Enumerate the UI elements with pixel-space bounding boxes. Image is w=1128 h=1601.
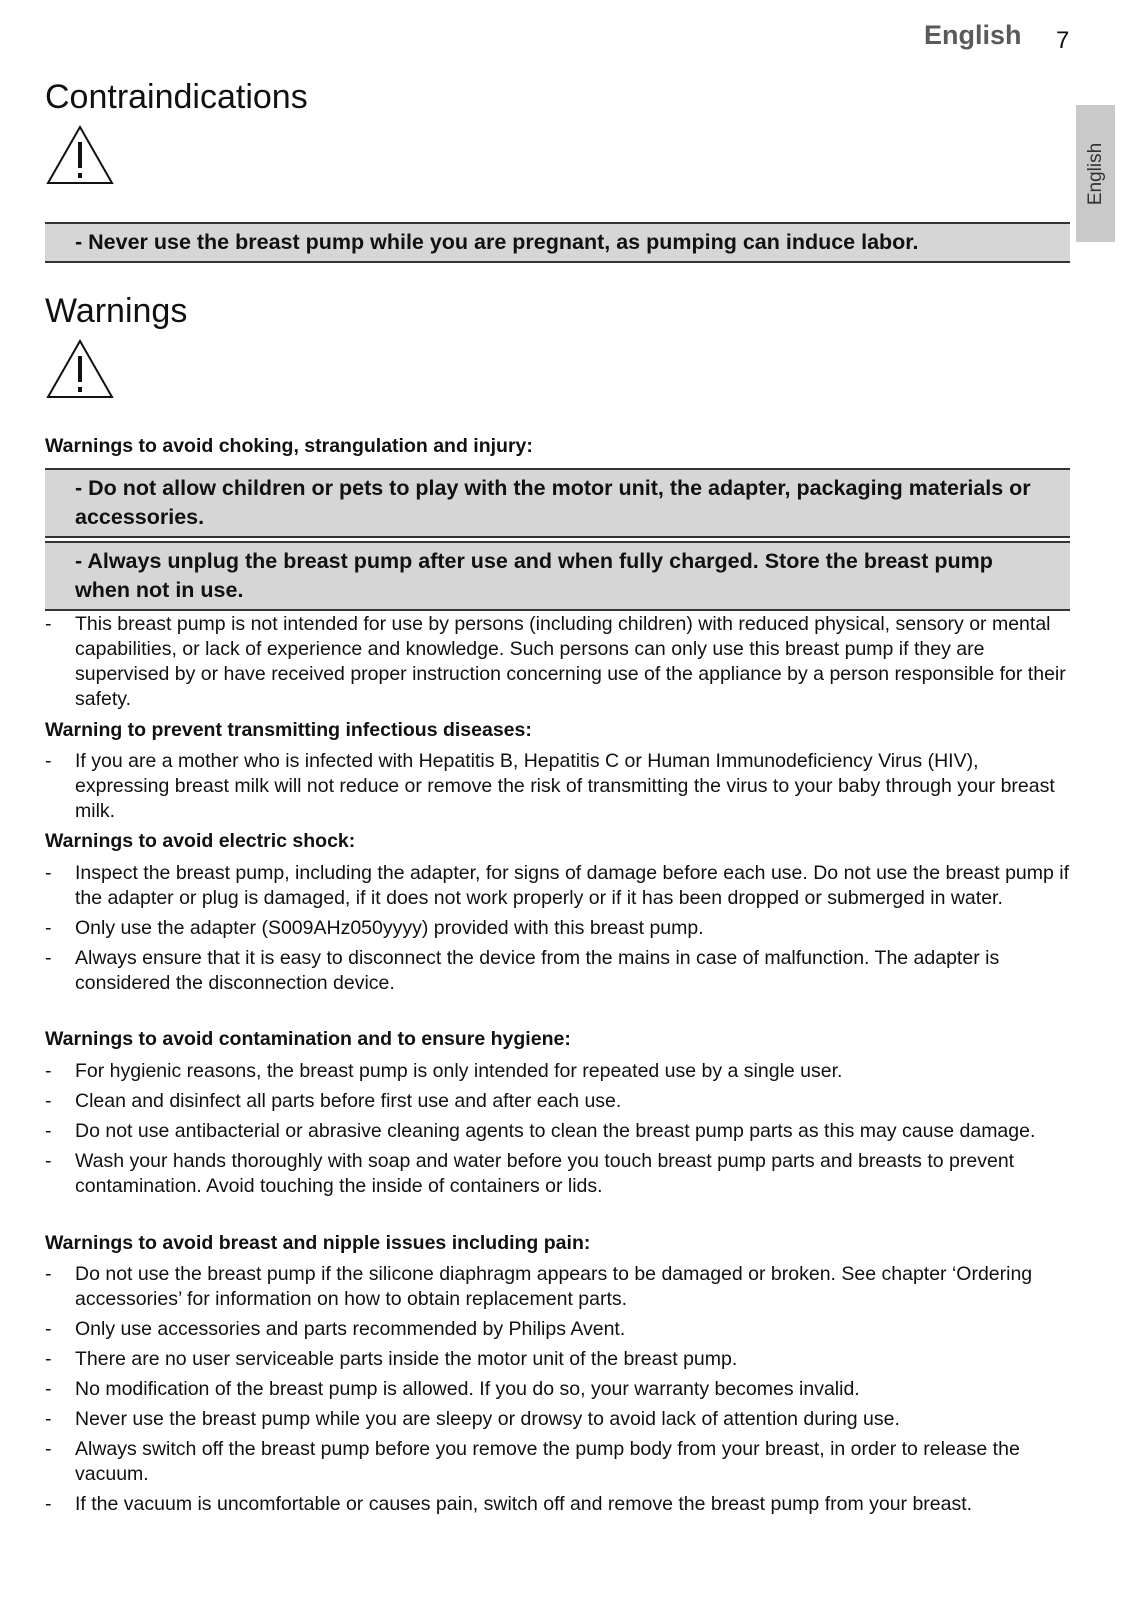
heading-hygiene: Warnings to avoid contamination and to ensure hygiene: — [45, 1028, 571, 1050]
heading-nipple: Warnings to avoid breast and nipple issues including pain: — [45, 1232, 591, 1254]
list-infectious — [45, 749, 1070, 829]
list-item: - Do not use the breast pump if the silicone diaphragm appears to be damaged or broken. See chapter ‘Ordering accessories’ for information on how to obtain replacement parts. — [45, 1263, 1033, 1310]
list-item: - If you are a mother who is infected with Hepatitis B, Hepatitis C or Human Immunodeficiency Virus (HIV), expressing breast milk will not reduce or remove the risk of transmitting the virus to your baby through your breast milk. — [45, 750, 1055, 822]
list-item: - Wash your hands thoroughly with soap and water before you touch breast pump parts and breasts to prevent contamination. Avoid touching the inside of containers or lids. — [45, 1150, 1015, 1197]
list-item: - Only use the adapter (S009AHz050yyyy) provided with this breast pump. — [45, 917, 704, 939]
warning-box-children: - Do not allow children or pets to play with the motor unit, the adapter, packaging materials or accessories. — [45, 468, 1070, 538]
list-item: - No modification of the breast pump is allowed. If you do so, your warranty becomes invalid. — [45, 1378, 860, 1400]
list-item: - There are no user serviceable parts inside the motor unit of the breast pump. — [45, 1348, 738, 1370]
list-item: - If the vacuum is uncomfortable or causes pain, switch off and remove the breast pump from your breast. — [45, 1493, 973, 1515]
contraindication-box: - Never use the breast pump while you are pregnant, as pumping can induce labor. — [45, 222, 1070, 263]
side-language-tab — [1076, 105, 1115, 242]
list-item: - Clean and disinfect all parts before first use and after each use. — [45, 1090, 622, 1112]
contraindications-title: Contraindications — [45, 78, 308, 116]
list-item: - For hygienic reasons, the breast pump is only intended for repeated use by a single user. — [45, 1060, 843, 1082]
side-tab-label: English — [1084, 142, 1106, 205]
warning-triangle-icon — [45, 124, 115, 186]
list-electric — [45, 861, 1070, 1001]
page-number: 7 — [1056, 27, 1070, 54]
header-language: English — [924, 20, 1022, 50]
list-item: - Inspect the breast pump, including the adapter, for signs of damage before each use. Do not use the breast pump if the adapter or plug is damaged, if it does not work properly or if it has been dropped or submerged in water. — [45, 862, 1070, 909]
heading-infectious: Warning to prevent transmitting infectious diseases: — [45, 719, 532, 741]
list-item: - This breast pump is not intended for use by persons (including children) with reduced physical, sensory or mental capabilities, or lack of experience and knowledge. Such persons can only use this breast pump if they are supervised by or have received proper instruction concerning use of the appliance by a person responsible for their safety. — [45, 613, 1066, 710]
list-choking — [45, 612, 1070, 717]
list-item: - Always switch off the breast pump before you remove the pump body from your breast, in order to release the vacuum. — [45, 1438, 1020, 1485]
list-item: - Never use the breast pump while you are sleepy or drowsy to avoid lack of attention during use. — [45, 1408, 900, 1430]
warning-box-unplug: - Always unplug the breast pump after use and when fully charged. Store the breast pump when not in use. — [45, 541, 1070, 611]
warnings-title: Warnings — [45, 292, 188, 330]
list-item: - Do not use antibacterial or abrasive cleaning agents to clean the breast pump parts as this may cause damage. — [45, 1120, 1036, 1142]
list-hygiene — [45, 1059, 1070, 1204]
heading-electric: Warnings to avoid electric shock: — [45, 830, 356, 852]
list-item: - Only use accessories and parts recommended by Philips Avent. — [45, 1318, 626, 1340]
list-item: - Always ensure that it is easy to disconnect the device from the mains in case of malfunction. The adapter is considered the disconnection device. — [45, 947, 1000, 994]
heading-choking: Warnings to avoid choking, strangulation and injury: — [45, 435, 533, 457]
list-nipple — [45, 1262, 1070, 1522]
warning-triangle-icon — [45, 338, 115, 400]
